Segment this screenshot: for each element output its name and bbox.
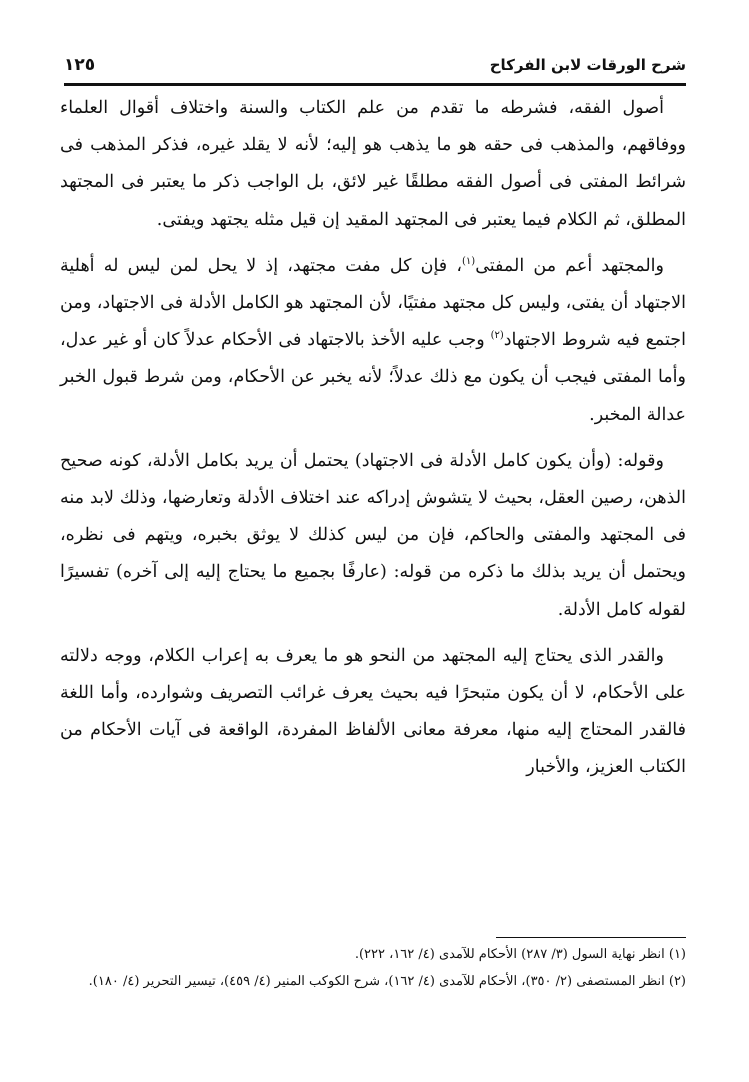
paragraph-2-text-b: ، فإن كل مفت مجتهد، إذ لا يحل لمن ليس له أهلية الاجتهاد أن يفتى، وليس كل مجتهد مفتيًا، لأن المجتهد هو الكامل الأدلة فى الاجتهاد، ومن اجتمع فيه شروط الاجتهاد xyxy=(60,255,686,351)
paragraph-2-text-a: والمجتهد أعم من المفتى xyxy=(475,255,664,276)
paragraph-2-text-c: وجب عليه الأخذ بالاجتهاد فى الأحكام عدلاً كان أو غير عدل، وأما المفتى فيجب أن يكون مع ذلك عدلاً؛ لأنه يخبر عن الأحكام، ومن شرط قبول الخبر عدالة المخبر. xyxy=(60,330,686,425)
header-rule xyxy=(64,83,686,86)
page-number: ١٢٥ xyxy=(64,55,96,75)
footnote-separator xyxy=(496,937,686,938)
running-title: شرح الورقات لابن الفركاح xyxy=(489,56,686,74)
paragraph-2 xyxy=(60,248,686,434)
footnote-2: (٢) انظر المستصفى (٢/ ٣٥٠)، الأحكام للآمدى (٤/ ١٦٢)، شرح الكوكب المنير (٤/ ٤٥٩)، تيسير التحرير (٤/ ١٨٠). xyxy=(88,974,686,989)
paragraph-4: والقدر الذى يحتاج إليه المجتهد من النحو هو ما يعرف به إعراب الكلام، ووجه دلالته على الأحكام، لا أن يكون متبحرًا فيه بحيث يعرف غرائب التصريف وشوارده، وأما اللغة فالقدر المحتاج إليه منها، معرفة معانى الألفاظ المفردة، الواقعة فى آيات الأحكام من الكتاب العزيز، والأخبار xyxy=(60,645,686,778)
page-header xyxy=(64,48,686,82)
footnote-ref-1: (١) xyxy=(462,255,476,267)
main-text xyxy=(60,90,686,796)
footnote-ref-2: (٢) xyxy=(490,330,504,342)
footnote-1: (١) انظر نهاية السول (٣/ ٢٨٧) الأحكام للآمدى (٤/ ١٦٢، ٢٢٢). xyxy=(354,947,686,962)
paragraph-3: وقوله: (وأن يكون كامل الأدلة فى الاجتهاد) يحتمل أن يريد بكامل الأدلة، كونه صحيح الذهن، رصين العقل، بحيث لا يتشوش إدراكه عند اختلاف الأدلة وتعارضها، وذلك لابد منه فى المجتهد والمفتى والحاكم، فإن من ليس كذلك لا يوثق بخبره، ويتهم فى نظره، ويحتمل أن يريد بذلك ما ذكره من قوله: (عارفًا بجميع ما يحتاج إليه إلى آخره) تفسيرًا لقوله كامل الأدلة. xyxy=(60,450,686,620)
footnotes xyxy=(60,941,686,995)
paragraph-1: أصول الفقه، فشرطه ما تقدم من علم الكتاب والسنة واختلاف أقوال العلماء ووفاقهم، والمذهب فى حقه هو ما يذهب هو إليه؛ لأنه لا يقلد غيره، فذكر المذهب فى شرائط المفتى فى أصول الفقه مطلقًا غير لائق، بل الواجب ذكر ما يعتبر فى المجتهد المطلق، ثم الكلام فيما يعتبر فى المجتهد المقيد إن قيل مثله يجتهد ويفتى. xyxy=(60,98,686,230)
